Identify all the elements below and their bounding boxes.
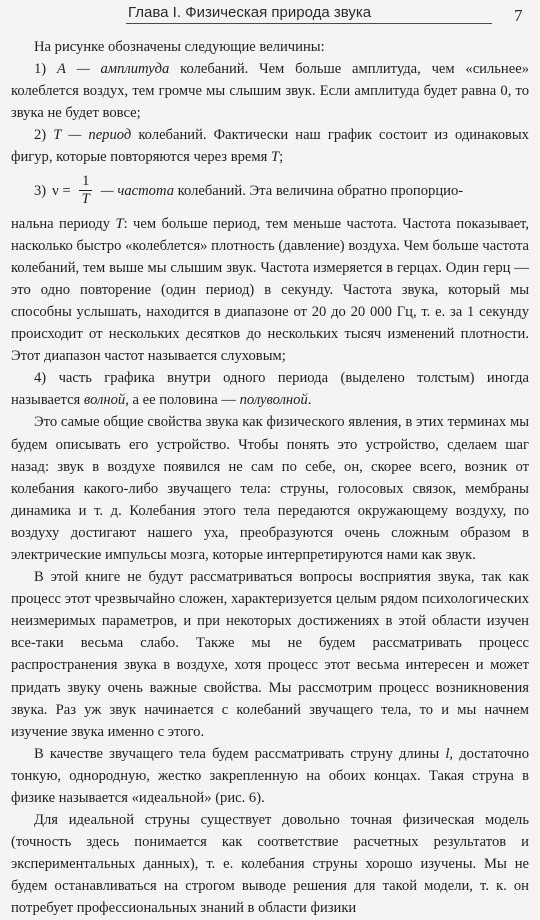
item-wave <box>11 367 529 411</box>
item-period <box>11 124 529 168</box>
wave-text-middle: , а ее половина — <box>125 392 236 409</box>
wave-text-end: . <box>307 392 312 409</box>
frequency-period-symbol: T <box>115 215 124 232</box>
frequency-term: — частота <box>100 182 174 199</box>
frequency-text-first-line: колебаний. Эта величина обратно пропорцио- <box>177 182 464 199</box>
period-term: — период <box>68 127 132 144</box>
period-text: колебаний. Фактически наш график состоит из одинаковых фигур, которые повторяются через время <box>11 127 529 166</box>
body-text <box>11 36 529 920</box>
halfwave-term: полуволной <box>239 392 308 409</box>
page-number: 7 <box>514 6 523 25</box>
item-frequency-continuation <box>11 213 529 368</box>
item-number: 3) <box>34 182 47 199</box>
frequency-text-cont: нальна периоду <box>11 215 111 232</box>
paragraph-string <box>11 743 529 809</box>
paragraph-sound-origin: Это самые общие свойства звука как физического явления, в этих терминах мы будем описывать его устройство. Чтобы понять это устройство, сделаем шаг назад: звук в воздухе появился не сам по себе, он, скорее всего, возник от колебания какого-либо звучащего тела: струны, голосовых связок, мембраны динамика и т. д. Колебания этого тела передаются окружающему воздуху, по воздуху достигают нашего уха, преобразуются очень сложным образом в электрические импульсы мозга, которые интерпретируются нами как звук. <box>11 414 529 563</box>
item-number: 1) <box>34 61 47 78</box>
running-head <box>0 0 540 28</box>
amplitude-term: — амплитуда <box>76 61 170 78</box>
paragraph-model: Для идеальной струны существует довольно точная физическая модель (точность здесь понимается как соответствие расчетных результатов и экспериментальных данных), т. е. колебания струны хорошо изучены. Мы не будем останавливаться на строгом выводе решения для такой модели, т. к. он потребует профессиональных знаний в области физики <box>11 812 529 917</box>
amplitude-text: колебаний. Чем больше амплитуда, чем «сильнее» колеблется воздух, тем громче мы слышим звук. Если амплитуда будет равна 0, то звука не будет вовсе; <box>11 61 529 122</box>
formula-lhs: ν = <box>52 182 71 199</box>
paragraph-perception: В этой книге не будут рассматриваться вопросы восприятия звука, так как процесс этот чрезвычайно сложен, характеризуется целым рядом психологических неизмеримых параметров, и при некоторых достижениях в этой области изучен все-таки весьма слабо. Также мы не будем рассматривать процесс распространения звука в воздухе, хотя процесс этот весьма интересен и может придать звуку очень важные свойства. Мы рассмотрим процесс возникновения звука. Раз уж звук начинается с колебаний звучащего тела, то и мы начнем изучение звука именно с этого. <box>11 569 529 740</box>
intro-paragraph: На рисунке обозначены следующие величины: <box>34 39 325 55</box>
amplitude-symbol: A <box>56 61 66 78</box>
period-text-end: ; <box>279 149 284 166</box>
header-rule <box>126 23 492 24</box>
frequency-formula <box>52 173 93 208</box>
chapter-title: Глава I. Физическая природа звука <box>128 4 372 21</box>
string-text-after: , достаточно тонкую, однородную, жестко закрепленную на обоих концах. Такая струна в физике называется «идеальной» (рис. 6). <box>11 745 529 806</box>
formula-fraction <box>79 173 93 208</box>
frequency-text-rest: : чем больше период, тем меньше частота. Частота показывает, насколько быстро «колеблется» плотность (давление) воздуха. Чем больше частота колебаний, тем выше мы слышим звук. Частота измеряется в герцах. Один герц — это одно повторение (один период) в секунду. Частота звука, который мы способны услышать, находится в диапазоне от 20 до 20 000 Гц, т. е. за 1 секунду происходит от нескольких десятков до нескольких тысяч изменений плотности. Этот диапазон частот называется слуховым; <box>11 215 529 365</box>
formula-numerator: 1 <box>79 173 92 191</box>
wave-text-before: 4) часть графика внутри одного периода (выделено толстым) иногда называется <box>11 370 529 409</box>
period-symbol: T <box>53 127 62 144</box>
item-number: 2) <box>34 127 47 144</box>
string-length-symbol: l <box>445 745 450 762</box>
formula-denominator: T <box>81 191 90 208</box>
period-symbol-end: T <box>271 149 280 166</box>
item-frequency-formula-line <box>11 169 529 213</box>
item-amplitude <box>11 58 529 124</box>
string-text-before: В качестве звучащего тела будем рассматривать струну длины <box>34 745 440 762</box>
wave-term: волной <box>83 392 126 409</box>
